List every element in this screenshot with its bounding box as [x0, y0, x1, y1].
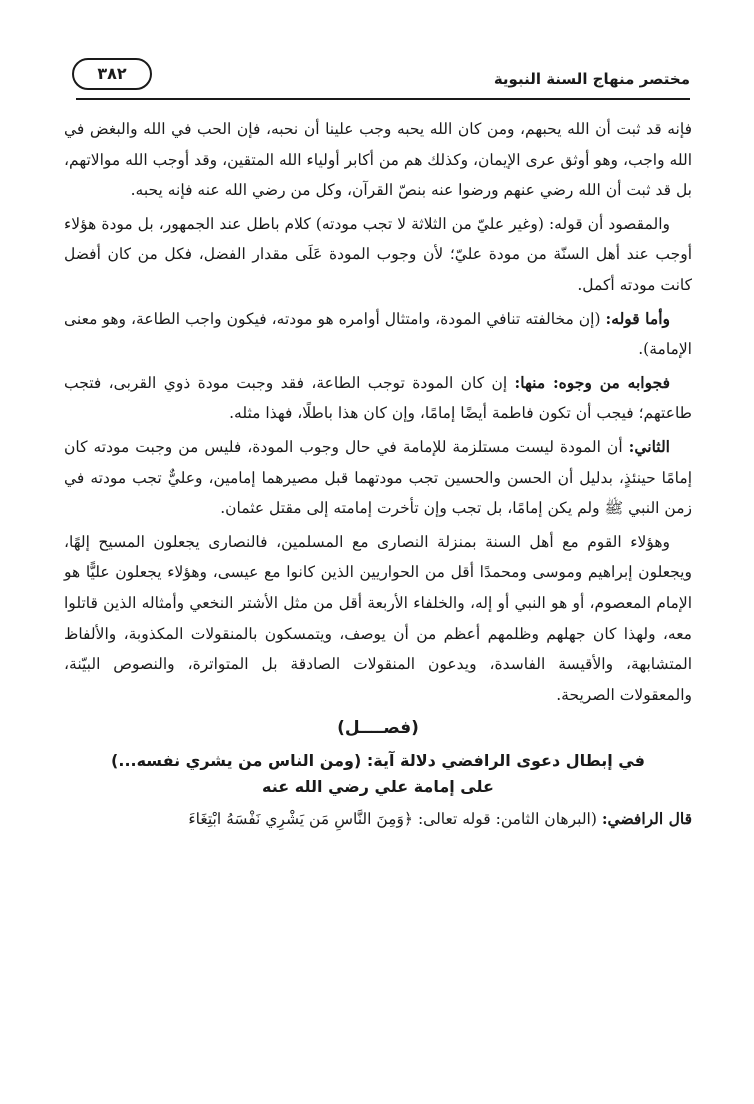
section-heading: (فصــــل): [337, 718, 419, 739]
paragraph-text: إن كان المودة توجب الطاعة، فقد وجبت مودة ذوي القربى، فتجب طاعتهم؛ فيجب أن تكون فاطمة أيضًا إمامًا، وإن كان هذا باطلًا، فهذا مثله.: [64, 373, 692, 423]
paragraph-text: أن المودة ليست مستلزمة للإمامة في حال وجوب المودة، فليس من وجبت مودته كان إمامًا حينئذٍ، بدليل أن الحسن والحسين تجب مودتهما قبل مصيرهما إمامين، وعليٌّ تجب مودته في زمن النبي ﷺ ولم يكن إمامًا، بل تجب وإن تأخرت إمامته إلى مقتل عثمان.: [64, 437, 692, 518]
paragraph: [64, 368, 692, 429]
section-title: [64, 748, 692, 800]
paragraph-text: فإنه قد ثبت أن الله يحبهم، ومن كان الله يحبه وجب علينا أن نحبه، فإن الحب في الله والبغض في الله واجب، وهو أوثق عرى الإيمان، وكذلك هم من أكابر أولياء الله المتقين، وقد أوجب الله موالاتهم، بل قد ثبت أن الله رضي عنهم ورضوا عنه بنصّ القرآن، وكل من رضي الله عنه فإنه يحبه.: [64, 120, 692, 200]
section-title-line-1: في إبطال دعوى الرافضي دلالة آية: (ومن الناس من يشري نفسه...): [111, 750, 645, 770]
paragraph: [64, 304, 692, 365]
page-body: [64, 114, 692, 837]
paragraph: [64, 209, 692, 301]
paragraph-text: والمقصود أن قوله: (وغير عليّ من الثلاثة لا تجب مودته) كلام باطل عند الجمهور، بل مودة هؤلاء أوجب عند أهل السنّة من مودة عليّ؛ لأن وجوب المودة عَلَى مقدار الفضل، فكل من كان أفضل كانت مودته أكمل.: [64, 214, 692, 294]
paragraph-lead: وأما قوله:: [605, 308, 670, 328]
paragraph-text: وهؤلاء القوم مع أهل السنة بمنزلة النصارى مع المسلمين، فالنصارى يجعلون المسيح إلهًا، ويجعلون إبراهيم وموسى ومحمدًا أقل من الحواريين الذين كانوا مع عيسى، وهؤلاء يجعلون عليًّا هو الإمام المعصوم، أو هو النبي أو إله، والخلفاء الأربعة أقل من مثل الأشتر النخعي وأمثاله الذين قاتلوا معه، ولهذا كان جهلهم وظلمهم أعظم من أن يوصف، ويتمسكون بالمنقولات المكذوبة، والألفاظ المتشابهة، والأقيسة الفاسدة، ويدعون المنقولات الصادقة بل المتواترة، والنصوص البيّنة، والمعقولات الصريحة.: [64, 532, 692, 704]
paragraph-text: (إن مخالفته تنافي المودة، وامتثال أوامره هو مودته، فيكون واجب الطاعة، وهو معنى الإمامة).: [64, 309, 692, 359]
paragraph: [64, 432, 692, 524]
paragraph: [64, 527, 692, 711]
page-header: [76, 58, 690, 100]
paragraph: [64, 114, 692, 206]
paragraph-lead: فجوابه من وجوه: منها:: [514, 372, 670, 392]
paragraph-lead: الثاني:: [628, 436, 670, 456]
page-number-badge: ٣٨٢: [72, 58, 152, 90]
section-title-line-2: على إمامة علي رضي الله عنه: [262, 776, 494, 796]
paragraph: [64, 804, 692, 835]
book-title: مختصر منهاج السنة النبوية: [493, 70, 690, 88]
paragraph-text: (البرهان الثامن: قوله تعالى: ﴿وَمِنَ النَّاسِ مَن يَشْرِي نَفْسَهُ ابْتِغَاءَ: [188, 809, 602, 828]
paragraph-lead: قال الرافضي:: [601, 808, 692, 828]
